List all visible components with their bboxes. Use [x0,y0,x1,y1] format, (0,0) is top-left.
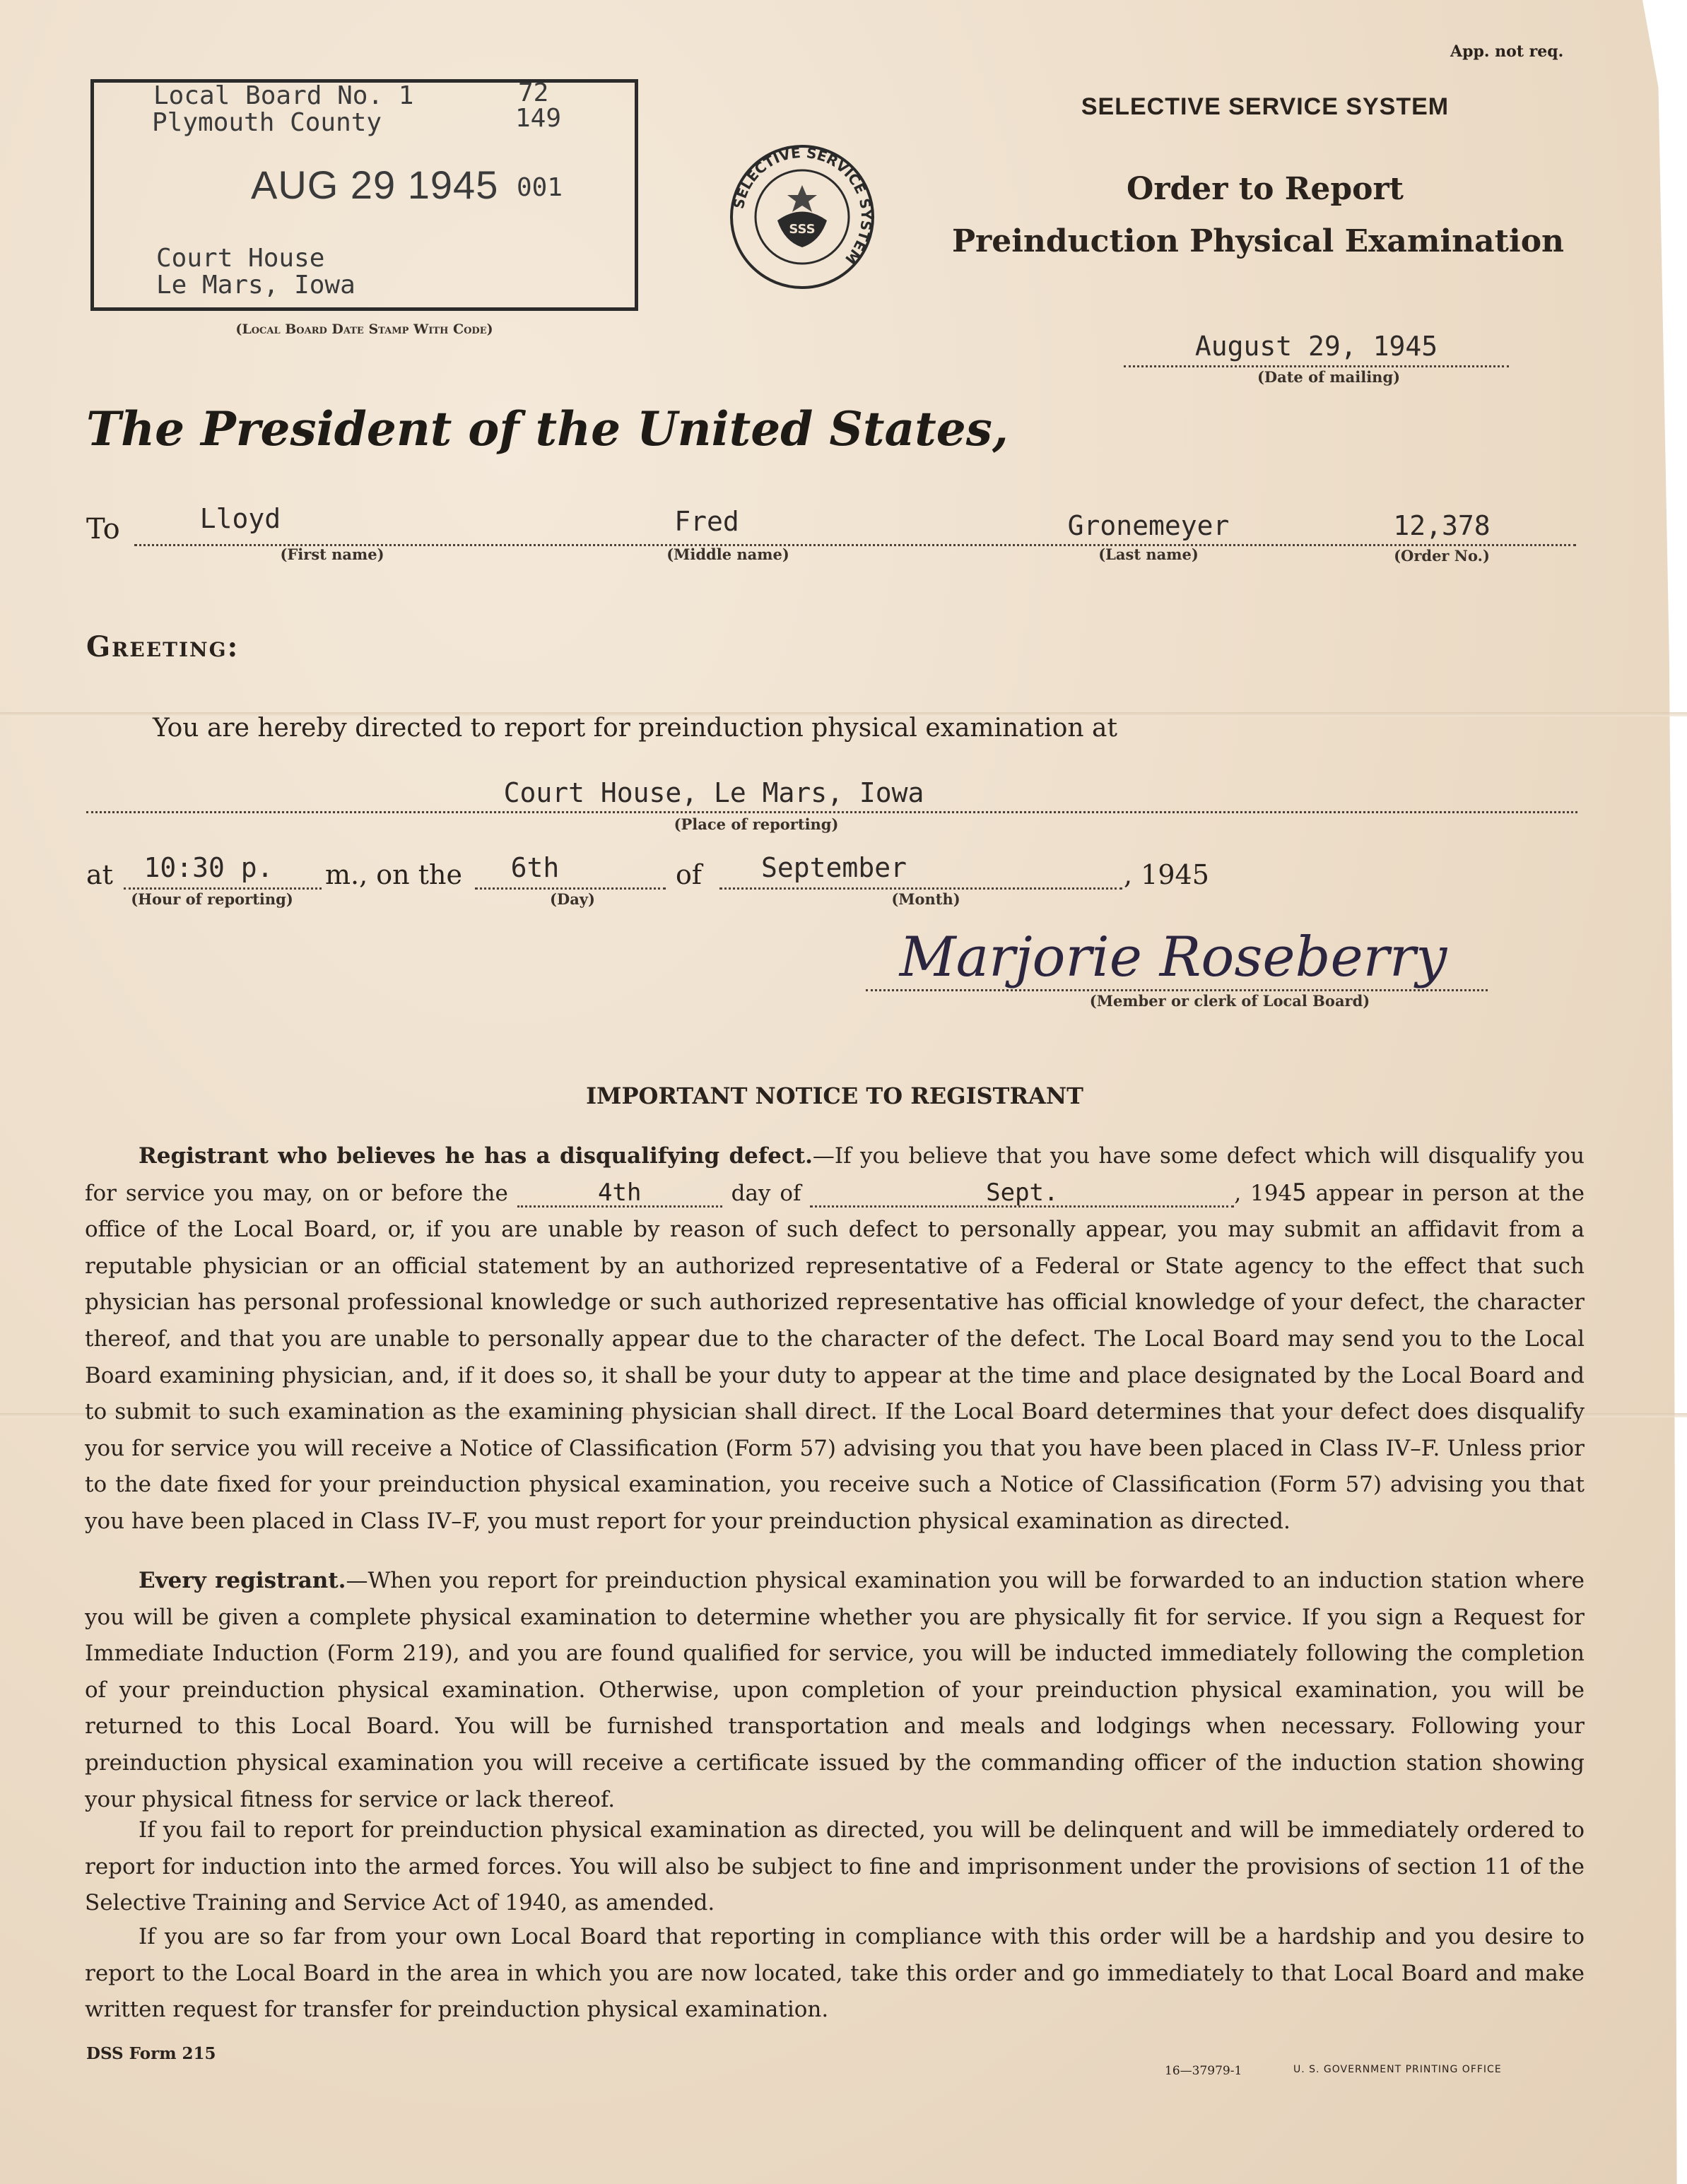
hour-of-reporting: 10:30 p. [143,852,274,883]
m-on-the-label: m., on the [325,859,462,890]
signature-label: (Member or clerk of Local Board) [1089,992,1370,1010]
at-label: at [86,859,113,890]
form-title: Order to Report [1127,171,1404,207]
selective-service-seal [728,143,876,291]
stamp-county-code: 149 [515,104,562,133]
agency-name: SELECTIVE SERVICE SYSTEM [1081,93,1450,120]
stamp-board-code: 72 [518,78,549,107]
notice-p1-d: appear in person at the office of the Local Board, or, if you are unable by reason of such defect to personally appear, you may submit an affidavit from a reputable physician or an official statement by an authorized representative of a Federal or State agency to the effect that such physician has personal professional knowledge or such authorized representative has official knowledge of your defect, the character thereof, and that you are unable to personally appear due to the character of the defect. The Local Board may send you to the Local Board examining physician, and, if it does so, it shall be your duty to appear at the time and place designated by the Local Board and to submit to such examination as the examining physician shall direct. If the Local Board determines that your defect does disqualify you for service you will receive a Notice of Classification (Form 57) advising you that you have been placed in Class IV–F. Unless prior to the date fixed for your preinduction physical examination, you receive such a Notice of Classification (Form 57) advising you that you have been placed in Class IV–F, you must report for your preinduction physical examination as directed. [85,1180,1585,1534]
notice-p1-a: —If you believe that you have some defect which will disqualify you for service you may, on or before the [85,1143,1585,1206]
place-label: (Place of reporting) [674,815,839,833]
place-of-reporting: Court House, Le Mars, Iowa [503,777,924,808]
print-code: 16—37979-1 [1165,2064,1242,2078]
printer-name: U. S. GOVERNMENT PRINTING OFFICE [1293,2064,1502,2075]
mailing-date-label: (Date of mailing) [1257,368,1401,386]
month-line [719,887,1122,890]
stamp-county: Plymouth County [152,108,382,137]
signature-line [866,989,1488,991]
hour-line [124,887,322,890]
hour-label: (Hour of reporting) [131,890,293,908]
notice-paragraph-defect [85,1138,1585,1540]
clerk-signature: Marjorie Roseberry [899,926,1447,989]
month: September [761,852,907,883]
seal-ring-text: SELECTIVE SERVICE SYSTEM [729,143,876,268]
notice-paragraph-delinquent: If you fail to report for preinduction physical examination as directed, you will be delinquent and will be immediately ordered to report for induction into the armed forces. You will also be subject to fine and imprisonment under the provisions of section 11 of the Selective Training and Service Act of 1940, as amended. [85,1817,1585,1916]
seal-monogram: SSS [789,222,816,237]
mailing-date: August 29, 1945 [1194,331,1438,362]
stamp-caption: (Local Board Date Stamp With Code) [235,321,493,337]
mailing-date-line [1124,365,1509,367]
first-name: Lloyd [199,503,281,534]
stamp-date-code: 001 [517,173,563,202]
last-name-label: (Last name) [1098,545,1199,563]
directive: You are hereby directed to report for preinduction physical examination at [153,714,1117,743]
stamp-board: Local Board No. 1 [153,81,414,110]
defect-day: 4th [517,1180,722,1208]
notice-p1-b: day of [731,1180,801,1206]
greeting: Greeting: [86,630,240,663]
middle-name: Fred [674,506,739,537]
notice-p1-lead: Registrant who believes he has a disqualifying defect. [139,1143,813,1169]
local-board-stamp [90,79,638,311]
defect-year-digit: 5 [1292,1178,1307,1207]
last-name: Gronemeyer [1067,510,1230,541]
notice-paragraph-transfer: If you are so far from your own Local Board that reporting in compliance with this order will be a hardship and you desire to report to the Local Board in the area in which you are now located, take this order and go immediately to that Local Board and make written request for transfer for preinduction physical examination. [85,1924,1585,2023]
order-number: 12,378 [1393,510,1491,541]
notice-p1-c: , 194 [1234,1180,1293,1206]
place-line [86,811,1577,813]
notice-paragraph-every-registrant [85,1563,1585,1818]
first-name-label: (First name) [280,545,384,563]
defect-month: Sept. [810,1180,1234,1208]
notice-p2-text: —When you report for preinduction physical examination you will be forwarded to an induction station where you will be given a complete physical examination to determine whether you are physically fit for service. If you sign a Request for Immediate Induction (Form 219), and you are found qualified for service, you will be inducted immediately following the completion of your preinduction physical examination. Otherwise, upon completion of your preinduction physical examination, you will be returned to this Local Board. You will be furnished transportation and meals and lodgings when necessary. Following your preinduction physical examination you will receive a certificate issued by the commanding officer of the induction station showing your physical fitness for service or lack thereof. [85,1568,1585,1812]
year: , 1945 [1124,859,1209,890]
form-subtitle: Preinduction Physical Examination [951,223,1565,259]
stamp-address-2: Le Mars, Iowa [156,271,355,300]
paper-edge [1623,0,1687,2184]
day: 6th [510,852,560,883]
notice-heading: IMPORTANT NOTICE TO REGISTRANT [586,1082,1083,1109]
app-note: App. not req. [1450,42,1564,61]
form-number: DSS Form 215 [86,2044,216,2063]
day-label: (Day) [550,890,595,908]
day-line [475,887,666,890]
of-label: of [676,859,702,890]
month-label: (Month) [891,890,960,908]
salutation: The President of the United States, [86,401,1009,456]
middle-name-label: (Middle name) [666,545,789,563]
order-number-label: (Order No.) [1394,547,1490,565]
notice-p2-lead: Every registrant. [139,1568,346,1593]
stamp-date: AUG 29 1945 [251,163,499,207]
stamp-address-1: Court House [156,244,325,273]
to-label: To [86,513,120,545]
